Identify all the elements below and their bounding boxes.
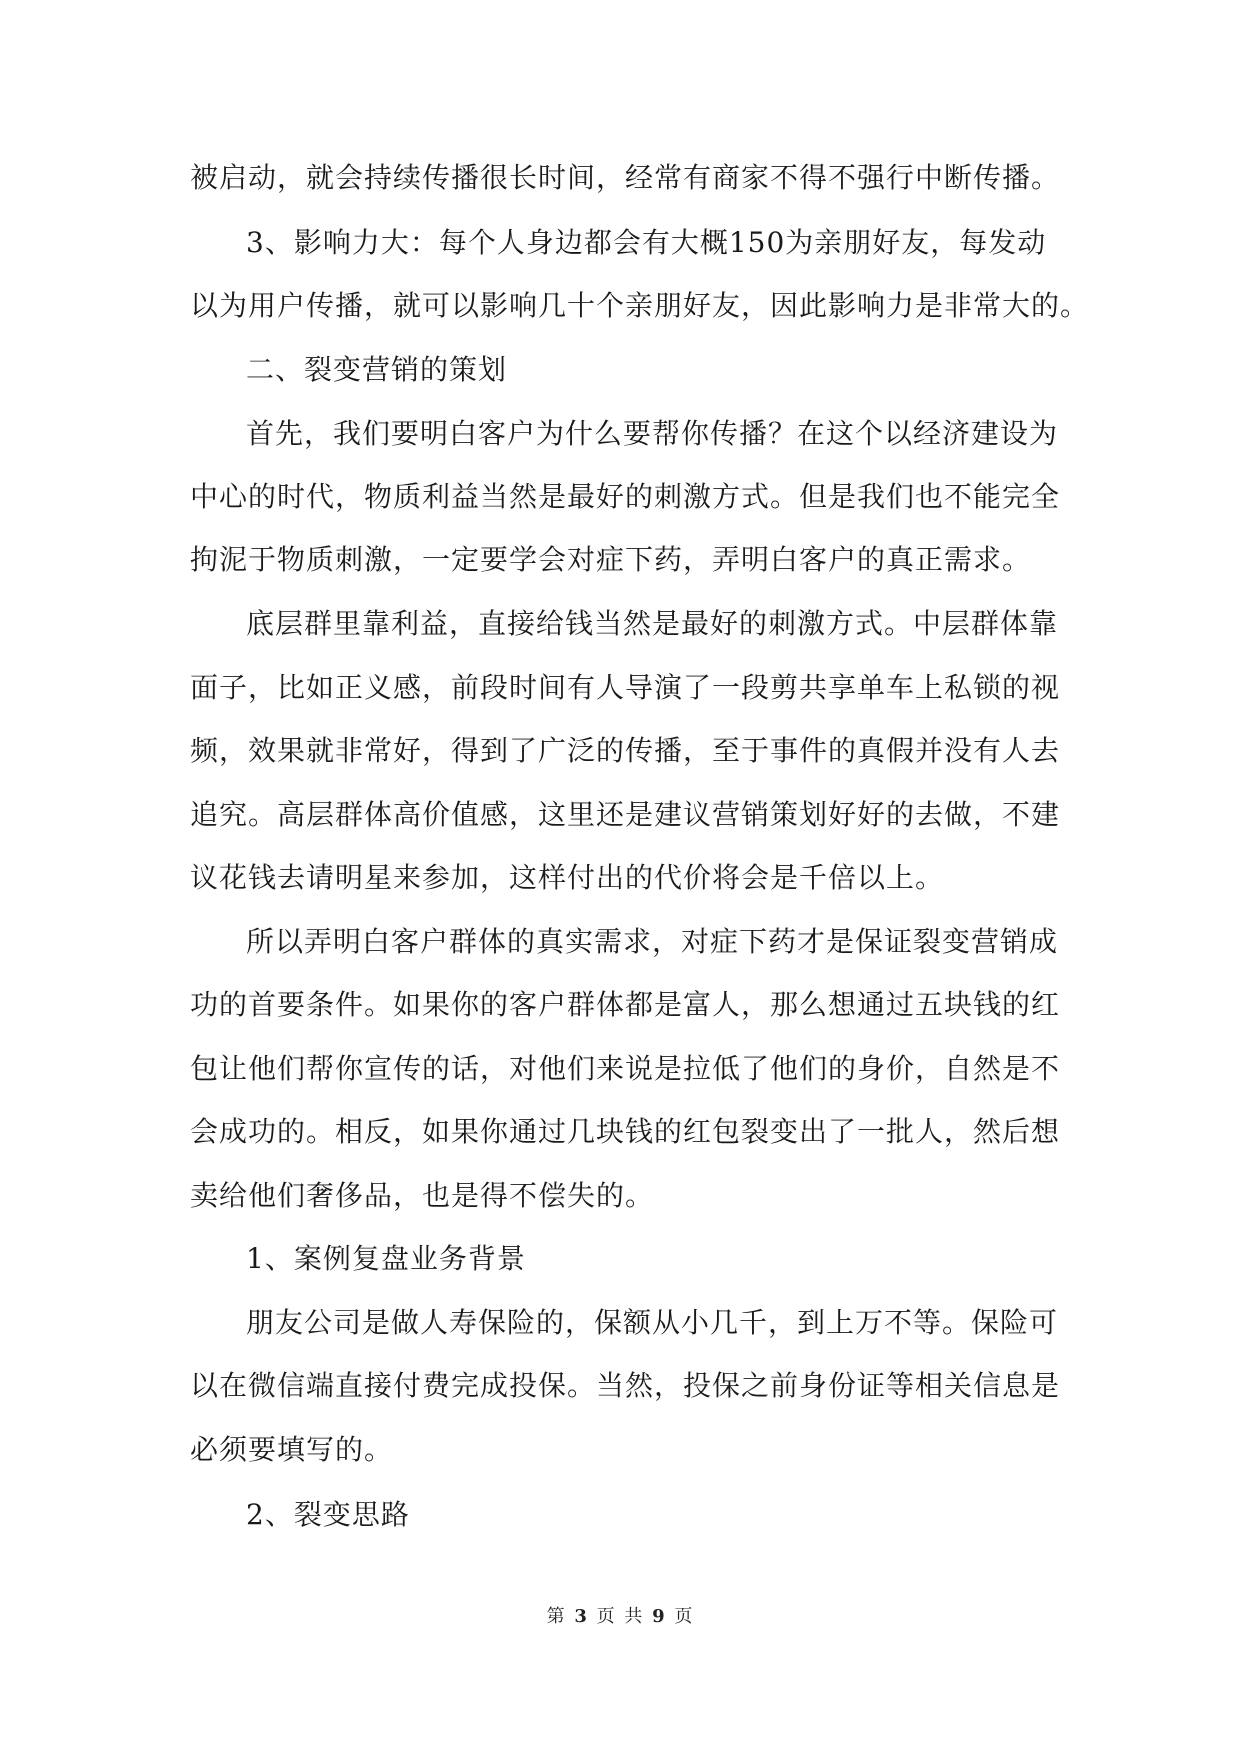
paragraph-line: 必须要填写的。 xyxy=(190,1433,394,1466)
paragraph-line: 议花钱去请明星来参加，这样付出的代价将会是千倍以上。 xyxy=(190,861,945,894)
paragraph-line: 卖给他们奢侈品，也是得不偿失的。 xyxy=(190,1179,655,1212)
footer-total-pages: 9 xyxy=(652,1606,667,1627)
paragraph-line: 中心的时代，物质利益当然是最好的刺激方式。但是我们也不能完全 xyxy=(190,480,1061,513)
paragraph-line: 所以弄明白客户群体的真实需求，对症下药才是保证裂变营销成 xyxy=(246,925,1059,958)
section-heading: 二、裂变营销的策划 xyxy=(246,353,508,386)
paragraph-line: 包让他们帮你宣传的话，对他们来说是拉低了他们的身价，自然是不 xyxy=(190,1052,1061,1085)
paragraph-line: 3、影响力大：每个人身边都会有大概150为亲朋好友，每发动 xyxy=(246,226,1047,259)
paragraph-line: 底层群里靠利益，直接给钱当然是最好的刺激方式。中层群体靠 xyxy=(246,607,1059,640)
page-footer xyxy=(0,1602,1241,1628)
paragraph-line: 被启动，就会持续传播很长时间，经常有商家不得不强行中断传播。 xyxy=(190,161,1061,194)
paragraph-line: 功的首要条件。如果你的客户群体都是富人，那么想通过五块钱的红 xyxy=(190,988,1061,1021)
footer-prefix: 第 xyxy=(546,1606,567,1627)
footer-page-number: 3 xyxy=(574,1606,589,1627)
paragraph-line: 朋友公司是做人寿保险的，保额从小几千，到上万不等。保险可 xyxy=(246,1306,1059,1339)
paragraph-line: 以在微信端直接付费完成投保。当然，投保之前身份证等相关信息是 xyxy=(190,1369,1061,1402)
paragraph-line: 频，效果就非常好，得到了广泛的传播，至于事件的真假并没有人去 xyxy=(190,734,1061,767)
subsection-heading: 1、案例复盘业务背景 xyxy=(246,1242,526,1275)
paragraph-line: 以为用户传播，就可以影响几十个亲朋好友，因此影响力是非常大的。 xyxy=(190,289,1090,322)
subsection-heading: 2、裂变思路 xyxy=(246,1498,410,1531)
paragraph-line: 面子，比如正义感，前段时间有人导演了一段剪共享单车上私锁的视 xyxy=(190,671,1061,704)
paragraph-line: 首先，我们要明白客户为什么要帮你传播？在这个以经济建设为 xyxy=(246,417,1059,450)
paragraph-line: 拘泥于物质刺激，一定要学会对症下药，弄明白客户的真正需求。 xyxy=(190,543,1032,576)
footer-middle: 页 共 xyxy=(596,1606,645,1627)
paragraph-line: 追究。高层群体高价值感，这里还是建议营销策划好好的去做，不建 xyxy=(190,798,1061,831)
footer-suffix: 页 xyxy=(674,1606,695,1627)
paragraph-line: 会成功的。相反，如果你通过几块钱的红包裂变出了一批人，然后想 xyxy=(190,1115,1061,1148)
